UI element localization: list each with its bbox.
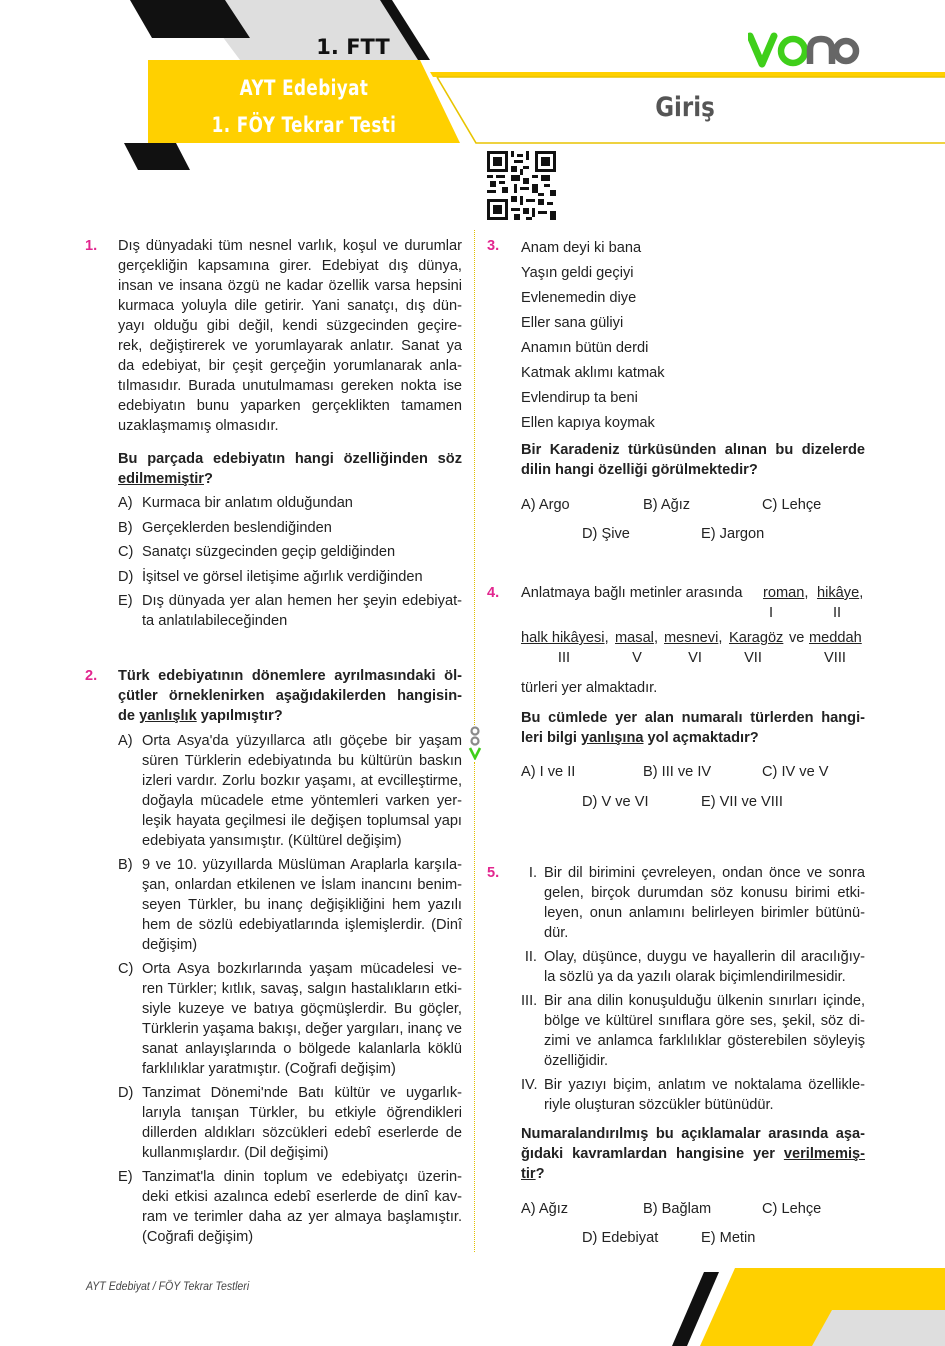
option-letter: E) [701, 794, 716, 810]
q4-question-underlined: yanlışına [581, 730, 644, 746]
option-text: İşitsel ve görsel iletişime ağırlık verdiğinden [142, 568, 423, 585]
option-text: hem de sözlü edebiyatlarında işlemişlerdir. (Dinî [142, 917, 462, 933]
option-letter: B) [643, 1201, 658, 1217]
option-text: seyen Türkler, bu inanç değişikliğini hem yazılı [142, 897, 462, 913]
option-letter: E) [701, 526, 716, 542]
q1-line: tılmasıdır. Burada unutulmaması gereken nokta ise [118, 378, 462, 394]
q1-options [118, 493, 462, 631]
q5-question-underlined: tir [521, 1166, 536, 1182]
roman-numeral: IV. [521, 1077, 538, 1093]
q2-question [118, 666, 462, 726]
q4-term-masal: masal, [615, 630, 658, 646]
q1-line: kurmaca yoluyla dile getirir. Yani sanatçı, dış dün- [118, 298, 462, 314]
option-letter: A) [118, 495, 133, 511]
q1-passage [118, 236, 462, 436]
qr-code[interactable] [487, 151, 556, 220]
poem-line: Anamın bütün derdi [521, 340, 649, 356]
option-text: IV ve V [781, 764, 829, 780]
poem-line: Yaşın geldi geçiyi [521, 265, 634, 281]
option-letter: C) [762, 764, 778, 780]
item-text: gelen, birçok durumdan söz konusu birimi etki- [544, 885, 865, 901]
term-text: meddah [809, 630, 862, 646]
option-text: (Coğrafi değişim) [142, 1229, 254, 1245]
item-text: Bir ana dilin konuşulduğu ülkenin sınırları içinde, [544, 993, 865, 1009]
q4-word-ve: ve [789, 630, 805, 646]
option-letter: A) [521, 764, 536, 780]
option-text: Sanatçı süzgecinden geçip geldiğinden [142, 544, 396, 560]
option-letter: B) [643, 497, 658, 513]
column-divider-bottom [474, 762, 475, 1252]
item-text: bölge ve kültürel sınıflara göre ses, şekil, söz di- [544, 1013, 865, 1029]
q5-option-b[interactable] [643, 1199, 711, 1219]
option-text: Türklerin yaşama bakışı, değer yargıları, inanç ve [142, 1021, 462, 1037]
q5-item-3 [521, 991, 865, 1071]
q4-numeral: VIII [824, 650, 846, 666]
poem-line: Katmak aklımı katmak [521, 365, 665, 381]
term-text: roman [763, 585, 805, 601]
term-text: hikâye [817, 585, 860, 601]
q5-number: 5. [487, 865, 500, 881]
q4-term-meddah [809, 628, 862, 648]
q2-question-underlined: yanlışlık [139, 708, 197, 724]
option-letter: A) [521, 1201, 536, 1217]
q5-question [521, 1124, 865, 1184]
q1-line: rek, değiştirerek ve yorumlayarak anlatır. Sanat ya [118, 338, 462, 354]
test-name: 1. FÖY Tekrar Testi [211, 113, 397, 137]
q2-question-line: Türk edebiyatının dönemlere ayrılmasındaki öl- [118, 668, 462, 684]
option-text: doğayla mücadele etme yöntemleri varken yer- [142, 793, 462, 809]
option-text: Ağız [660, 497, 691, 513]
poem-line: Eller sana güliyi [521, 315, 624, 331]
q3-poem [521, 236, 865, 436]
item-text: zimi ve anlamca farklılıklar gösterebilen söyleyiş [544, 1033, 865, 1049]
option-text: Dış dünyada yer alan hemen her şeyin edebiyat- [142, 593, 462, 609]
q1-option-a[interactable] [118, 493, 462, 518]
q4-term-roman: roman, [763, 585, 809, 601]
option-text: Orta Asya bozkırlarında yaşam mücadelesi ve- [142, 961, 462, 977]
q2-option-b[interactable] [118, 855, 462, 955]
item-text: leyen, onun anlamını belirleyen birimler bütünü- [544, 905, 865, 921]
q1-line: uzaklaşmamış olmasıdır. [118, 418, 279, 434]
q5-question-underlined: verilmemiş- [783, 1146, 865, 1162]
option-text: Kurmaca bir anlatım olduğundan [142, 495, 353, 511]
option-text: dillerden aldıkları sözcükleri edebî eserlerde de [142, 1125, 462, 1141]
item-text: özelliğidir. [544, 1053, 609, 1069]
q4-option-d[interactable] [582, 792, 649, 812]
section-title: Giriş [655, 92, 715, 123]
option-letter: C) [762, 1201, 778, 1217]
q3-option-a[interactable] [521, 495, 570, 515]
option-text: izleri vardır. Zorlu bozkır yaşamı, at evcilleştirme, [142, 773, 462, 789]
q3-option-b[interactable] [643, 495, 690, 515]
q1-line: Dış dünyadaki tüm nesnel varlık, koşul ve durumlar [118, 238, 462, 254]
item-text: riyle oluşturan sözcükler bütünüdür. [544, 1097, 774, 1113]
test-code: 1. FTT [316, 35, 390, 59]
q1-option-b[interactable] [118, 518, 462, 543]
q5-item-1 [521, 863, 865, 943]
option-letter: E) [118, 1169, 133, 1185]
item-text: Bir dil birimini çevreleyen, ondan önce ve sonra [544, 865, 865, 881]
option-letter: B) [118, 857, 133, 873]
q1-line: da edebiyat, bir çeşit gerçeğin yorumlanarak anla- [118, 358, 462, 374]
roman-numeral: II. [524, 949, 537, 965]
option-text: ta anlatılabileceğinden [142, 613, 288, 629]
q1-option-e[interactable] [118, 591, 462, 631]
q2-option-c[interactable] [118, 959, 462, 1079]
q4-number: 4. [487, 585, 500, 601]
option-text: Tanzimat'la dinin toplum ve edebiyatçı üzerin- [142, 1169, 462, 1185]
q2-option-d[interactable] [118, 1083, 462, 1163]
q2-number: 2. [85, 668, 98, 684]
option-text: I ve II [539, 764, 576, 780]
option-text: Lehçe [781, 1201, 822, 1217]
q3-number: 3. [487, 238, 500, 254]
q5-item-2 [521, 947, 865, 987]
q1-line: insan ve insana özgü ne kadar özellik varsa hepsini [118, 278, 462, 294]
poem-line: Evlenemedin diye [521, 290, 637, 306]
q2-option-e[interactable] [118, 1167, 462, 1247]
option-text: Şive [601, 526, 630, 542]
side-logo [466, 726, 484, 760]
q5-question-line: ğıdaki kavramlardan hangisine yer [521, 1146, 784, 1162]
q3-question [521, 440, 865, 480]
option-text: ram ve terimler daha az yer almaya başlamıştır. [142, 1209, 462, 1225]
footer-text: AYT Edebiyat / FÖY Tekrar Testleri [86, 1279, 250, 1293]
q4-question [521, 708, 865, 748]
q4-numeral: V [632, 650, 642, 666]
q1-option-d[interactable] [118, 567, 462, 592]
q1-number: 1. [85, 238, 98, 254]
q4-question-line: yol açmaktadır? [643, 730, 759, 746]
option-text: leşik hayata geçilmesi ile değişen toplumsal yapı [142, 813, 462, 829]
option-letter: E) [701, 1230, 716, 1246]
option-text: Bağlam [661, 1201, 712, 1217]
q1-line: yayı olduğu gibi değil, kendi süzgecinden geçire- [118, 318, 462, 334]
option-text: Argo [538, 497, 570, 513]
q3-option-e[interactable] [701, 524, 764, 544]
q5-question-end: ? [535, 1166, 545, 1182]
q4-option-e[interactable] [701, 792, 783, 812]
q4-numeral: VI [688, 650, 702, 666]
q2-option-a[interactable] [118, 731, 462, 851]
q4-term-halk-hikayesi: halk hikâyesi, [521, 630, 609, 646]
vono-logo [748, 30, 860, 70]
q4-intro: Anlatmaya bağlı metinler arasında [521, 585, 743, 601]
option-text: süren Türklerin edebiyatında bu kültürün baskın [142, 753, 462, 769]
term-text: mesnevi [664, 630, 719, 646]
option-text: deki etkisi azalınca edebî eserlerde de dinî kav- [142, 1189, 462, 1205]
option-letter: C) [762, 497, 778, 513]
option-text: Gerçeklerden beslendiğinden [142, 519, 332, 536]
q4-line3: türleri yer almaktadır. [521, 680, 658, 696]
option-text: şan, onlardan etkilenen ve İslam inancını benim- [142, 877, 462, 893]
option-text: Lehçe [781, 497, 822, 513]
q2-question-line: çütler örneklenirken aşağıdakilerden hangisin- [118, 688, 462, 704]
q1-line: gerçekliğin kapsamına girer. Edebiyat dış dünya, [118, 258, 462, 274]
option-text: Ağız [538, 1201, 569, 1217]
option-text: III ve IV [661, 764, 712, 780]
option-letter: B) [118, 519, 133, 536]
q3-question-line: Bir Karadeniz türküsünden alınan bu dizelerde [521, 442, 865, 458]
q2-question-line: yapılmıştır? [196, 708, 283, 724]
option-letter: D) [118, 568, 134, 585]
q4-numeral: II [832, 605, 842, 621]
option-letter: A) [118, 733, 133, 749]
item-text: la sözlü ya da yazılı olarak biçimlendirilmesidir. [544, 969, 846, 985]
option-text: değişim) [142, 937, 198, 953]
option-letter: D) [118, 1085, 134, 1101]
option-text: VII ve VIII [719, 794, 783, 810]
q1-question-end: ? [203, 471, 213, 487]
option-text: edebiyata yansımıştır. (Kültürel değişim) [142, 833, 402, 849]
option-text: kullanmışlardır. (Dil değişimi) [142, 1145, 329, 1161]
q4-numeral: VII [744, 650, 762, 666]
option-text: 9 ve 10. yüzyıllarda Müslüman Araplarla karşıla- [142, 857, 462, 873]
q4-option-a[interactable] [521, 762, 575, 782]
q2-question-line: de [118, 708, 140, 724]
item-text: dür. [544, 925, 569, 941]
q5-item-4 [521, 1075, 865, 1115]
option-letter: D) [582, 794, 598, 810]
option-letter: A) [521, 497, 536, 513]
q1-line: edebiyatın bunu yaparken gerçeklikten tamamen [118, 398, 462, 414]
option-text: Orta Asya'da yüzyıllarca atlı göçebe bir yaşam [142, 733, 462, 749]
option-text: siyle kuzeye ve batıya göçmüşlerdir. Bu göçler, [142, 1001, 462, 1017]
q4-numeral: I [768, 605, 774, 621]
q4-option-c[interactable] [762, 762, 829, 782]
option-letter: D) [582, 526, 598, 542]
poem-line: Ellen kapıya koymak [521, 415, 655, 431]
term-text: Karagöz [729, 630, 784, 646]
q1-question-underlined: edilmemiştir [118, 471, 204, 487]
option-letter: C) [118, 961, 134, 977]
subject-title: AYT Edebiyat [239, 76, 369, 100]
option-text: Metin [719, 1230, 756, 1246]
q5-question-line: Numaralandırılmış bu açıklamalar arasında aşa- [521, 1126, 865, 1142]
q3-question-line: dilin hangi özelliği görülmektedir? [521, 462, 758, 478]
q3-option-d[interactable] [582, 524, 630, 544]
option-text: ren Türkler; kıtlık, savaş, salgın hastalıkların etki- [142, 981, 462, 997]
poem-line: Anam deyi ki bana [521, 240, 642, 256]
q5-option-d[interactable] [582, 1228, 658, 1248]
footer-graphics [0, 1262, 945, 1346]
q5-items [521, 863, 865, 1115]
option-letter: E) [118, 593, 133, 609]
q4-question-line: leri bilgi [521, 730, 582, 746]
q1-option-c[interactable] [118, 542, 462, 567]
q4-term-mesnevi: mesnevi, [664, 630, 723, 646]
q4-term-karagoz [729, 628, 783, 648]
option-letter: B) [643, 764, 658, 780]
option-letter: C) [118, 544, 134, 560]
roman-numeral: III. [521, 993, 538, 1009]
term-text: halk hikâyesi [521, 630, 605, 646]
poem-line: Evlendirup ta beni [521, 390, 638, 406]
option-text: Tanzimat Dönemi'nde Batı kültür ve uygarlık- [142, 1085, 462, 1101]
option-text: larıyla tanışan Türkler, bu etkiyle öğrendikleri [142, 1105, 462, 1121]
q4-question-line: Bu cümlede yer alan numaralı türlerden hangi- [521, 710, 865, 726]
q5-option-c[interactable] [762, 1199, 821, 1219]
item-text: Bir yazıyı biçim, anlatım ve noktalama özellikle- [544, 1077, 865, 1093]
option-letter: D) [582, 1230, 598, 1246]
option-text: Edebiyat [601, 1230, 659, 1246]
q3-option-c[interactable] [762, 495, 821, 515]
option-text: sanat anlayışlarında o bölgede kalanlarla köklü [142, 1041, 462, 1057]
q4-option-b[interactable] [643, 762, 711, 782]
q1-question-line: Bu parçada edebiyatın hangi özelliğinden söz [118, 451, 462, 467]
roman-numeral: I. [528, 865, 537, 881]
term-text: masal [615, 630, 654, 646]
q4-term-hikaye: hikâye, [817, 585, 864, 601]
q2-options [118, 731, 462, 1247]
column-divider-top [474, 230, 475, 725]
q1-question [118, 449, 462, 489]
option-text: V ve VI [601, 794, 649, 810]
option-text: Jargon [719, 526, 765, 542]
option-text: farklılıklar yaratmıştır. (Coğrafi değişim) [142, 1061, 396, 1077]
q5-option-a[interactable] [521, 1199, 568, 1219]
item-text: Olay, düşünce, duygu ve hayallerin dil aracılığıy- [544, 949, 865, 965]
q4-numeral: III [557, 650, 571, 666]
q5-option-e[interactable] [701, 1228, 755, 1248]
